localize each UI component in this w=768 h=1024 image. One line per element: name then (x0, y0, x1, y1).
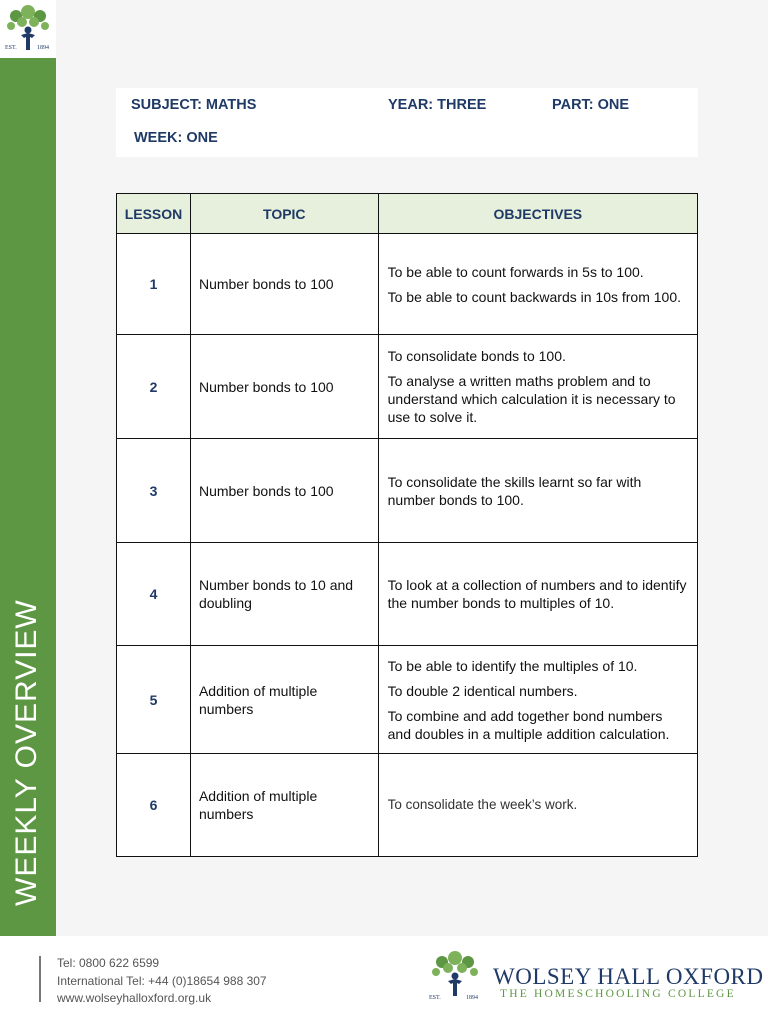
lesson-objectives (378, 754, 697, 857)
brand-tagline: THE HOMESCHOOLING COLLEGE (500, 988, 736, 1000)
table-row (117, 646, 698, 754)
objective-item: To consolidate the skills learnt so far with number bonds to 100. (387, 473, 642, 508)
lesson-objectives (378, 543, 697, 646)
year-label: YEAR: THREE (388, 97, 487, 113)
website-link[interactable]: www.wolseyhalloxford.org.uk (57, 991, 212, 1005)
contact-info (57, 955, 267, 1008)
column-header-objectives: OBJECTIVES (378, 194, 697, 234)
column-header-topic: TOPIC (190, 194, 378, 234)
lesson-number: 2 (117, 335, 191, 439)
objective-item: To be able to count backwards in 10s from 100. (387, 288, 682, 305)
lesson-number: 3 (117, 439, 191, 543)
weekly-overview-title: WEEKLY OVERVIEW (10, 599, 43, 906)
objective-item: To double 2 identical numbers. (387, 682, 578, 699)
part-label: PART: ONE (552, 97, 630, 113)
college-logo (0, 0, 56, 58)
subject-label: SUBJECT: MATHS (131, 97, 257, 113)
side-band (0, 58, 56, 936)
objective-item: To be able to identify the multiples of 10. (387, 657, 638, 674)
objective-item: To look at a collection of numbers and to identify the number bonds to multiples of 10. (387, 577, 687, 611)
tree-logo-icon (1, 2, 55, 56)
lesson-objectives (378, 335, 697, 439)
column-header-lesson: LESSON (117, 194, 191, 234)
objective-item: To consolidate the week’s work. (387, 797, 578, 812)
lesson-topic: Number bonds to 10 and doubling (190, 543, 378, 646)
footer (0, 936, 768, 1024)
course-info-card (116, 88, 698, 157)
objective-item: To consolidate bonds to 100. (387, 348, 566, 364)
lesson-topic: Addition of multiple numbers (190, 754, 378, 857)
lesson-topic: Number bonds to 100 (190, 335, 378, 439)
table-row (117, 754, 698, 857)
lesson-topic: Number bonds to 100 (190, 234, 378, 335)
objective-item: To be able to count forwards in 5s to 100. (387, 263, 644, 280)
lesson-number: 5 (117, 646, 191, 754)
table-row (117, 335, 698, 439)
lesson-table (116, 193, 698, 857)
lesson-topic: Number bonds to 100 (190, 439, 378, 543)
brand-name: WOLSEY HALL OXFORD (493, 964, 764, 989)
lesson-objectives (378, 646, 697, 754)
table-row (117, 439, 698, 543)
week-label: WEEK: ONE (134, 130, 218, 146)
objective-item: To analyse a written maths problem and to understand which calculation it is necessary to use to solve it. (387, 373, 676, 425)
lesson-objectives (378, 439, 697, 543)
international-phone-number: International Tel: +44 (0)18654 988 307 (57, 973, 267, 988)
logo-year-text: 1894 (466, 995, 478, 1001)
lesson-objectives (378, 234, 697, 335)
tree-logo-icon (425, 950, 485, 1004)
logo-year-text: 1894 (37, 45, 49, 51)
footer-divider (39, 956, 41, 1002)
lesson-topic: Addition of multiple numbers (190, 646, 378, 754)
objective-item: To combine and add together bond numbers and doubles in a multiple addition calculation. (387, 707, 670, 742)
lesson-number: 6 (117, 754, 191, 857)
logo-est-text: EST. (5, 45, 17, 51)
table-row (117, 234, 698, 335)
table-header-row (117, 194, 698, 234)
phone-number: Tel: 0800 622 6599 (57, 956, 160, 970)
lesson-number: 4 (117, 543, 191, 646)
table-row (117, 543, 698, 646)
lesson-number: 1 (117, 234, 191, 335)
logo-est-text: EST. (429, 995, 441, 1001)
